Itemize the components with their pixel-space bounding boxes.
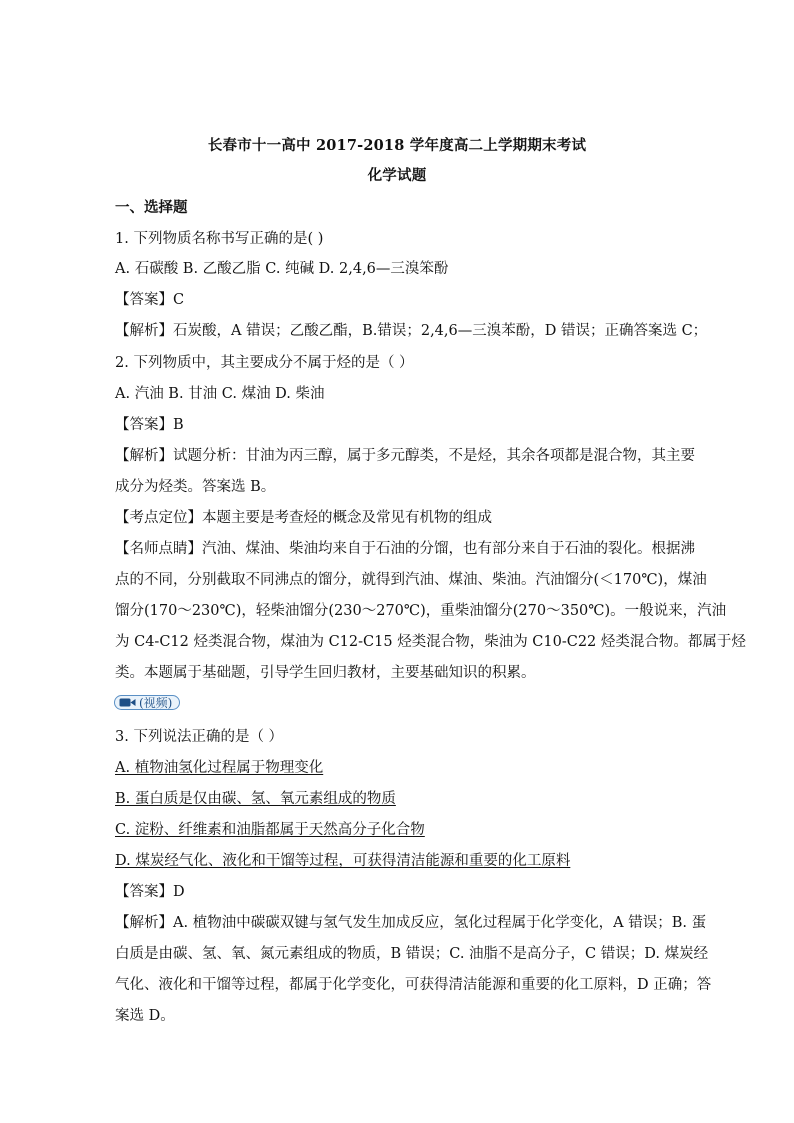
question-2-analysis-line-1: 【解析】试题分析：甘油为丙三醇，属于多元醇类，不是烃，其余各项都是混合物，其主要	[115, 448, 695, 464]
question-1-analysis: 【解析】石炭酸，A 错误；乙酸乙酯，B.错误；2,4,6—三溴苯酚，D 错误；正确答案选 C；	[115, 323, 708, 339]
question-2-expert-line-2: 点的不同，分别截取不同沸点的馏分，就得到汽油、煤油、柴油。汽油馏分(＜170℃)，煤油	[115, 572, 707, 588]
question-3-analysis-line-1: 【解析】A. 植物油中碳碳双键与氢气发生加成反应，氢化过程属于化学变化，A 错误；B. 蛋	[115, 915, 707, 931]
question-1-answer: 【答案】C	[115, 292, 185, 308]
exam-subtitle: 化学试题	[367, 167, 427, 184]
question-2-expert-line-3: 馏分(170～230℃)，轻柴油馏分(230～270℃)，重柴油馏分(270～350℃)。一般说来，汽油	[115, 603, 727, 619]
question-3-analysis-line-2: 白质是由碳、氢、氧、氮元素组成的物质，B 错误；C. 油脂不是高分子，C 错误；D. 煤炭经	[115, 946, 709, 962]
question-3-answer: 【答案】D	[115, 884, 185, 900]
question-3-option-c: C. 淀粉、纤维素和油脂都属于天然高分子化合物	[115, 822, 425, 838]
question-2-expert-line-1: 【名师点睛】汽油、煤油、柴油均来自于石油的分馏，也有部分来自于石油的裂化。根据沸	[115, 541, 695, 557]
section-heading: 一、选择题	[115, 199, 188, 216]
question-2-focus: 【考点定位】本题主要是考查烃的概念及常见有机物的组成	[115, 510, 492, 526]
question-1-options: A. 石碳酸 B. 乙酸乙脂 C. 纯碱 D. 2,4,6—三溴笨酚	[115, 261, 449, 277]
exam-title: 长春市十一高中 2017-2018 学年度高二上学期期末考试	[207, 137, 587, 154]
question-1-stem: 1. 下列物质名称书写正确的是( )	[115, 231, 324, 247]
question-2-answer: 【答案】B	[115, 417, 184, 433]
question-3-option-a: A. 植物油氢化过程属于物理变化	[115, 760, 324, 776]
video-button[interactable]	[114, 695, 180, 710]
question-2-expert-line-5: 类。本题属于基础题，引导学生回归教材，主要基础知识的积累。	[115, 665, 536, 681]
video-button-label: (视频)	[139, 696, 173, 710]
question-2-expert-line-4: 为 C4-C12 烃类混合物，煤油为 C12-C15 烃类混合物，柴油为 C10-C22 烃类混合物。都属于烃	[115, 634, 746, 650]
question-3-analysis-line-3: 气化、液化和干馏等过程，都属于化学变化，可获得清洁能源和重要的化工原料，D 正确；答	[115, 977, 712, 993]
question-3-stem: 3. 下列说法正确的是（ ）	[115, 729, 284, 745]
question-3-option-d: D. 煤炭经气化、液化和干馏等过程，可获得清洁能源和重要的化工原料	[115, 853, 571, 869]
question-3-analysis-line-4: 案选 D。	[115, 1008, 175, 1024]
camera-icon	[119, 697, 136, 708]
question-2-options: A. 汽油 B. 甘油 C. 煤油 D. 柴油	[115, 386, 325, 402]
question-3-option-b: B. 蛋白质是仅由碳、氢、氧元素组成的物质	[115, 791, 396, 807]
question-2-analysis-line-2: 成分为烃类。答案选 B。	[115, 479, 276, 495]
question-2-stem: 2. 下列物质中，其主要成分不属于烃的是（ ）	[115, 355, 414, 371]
